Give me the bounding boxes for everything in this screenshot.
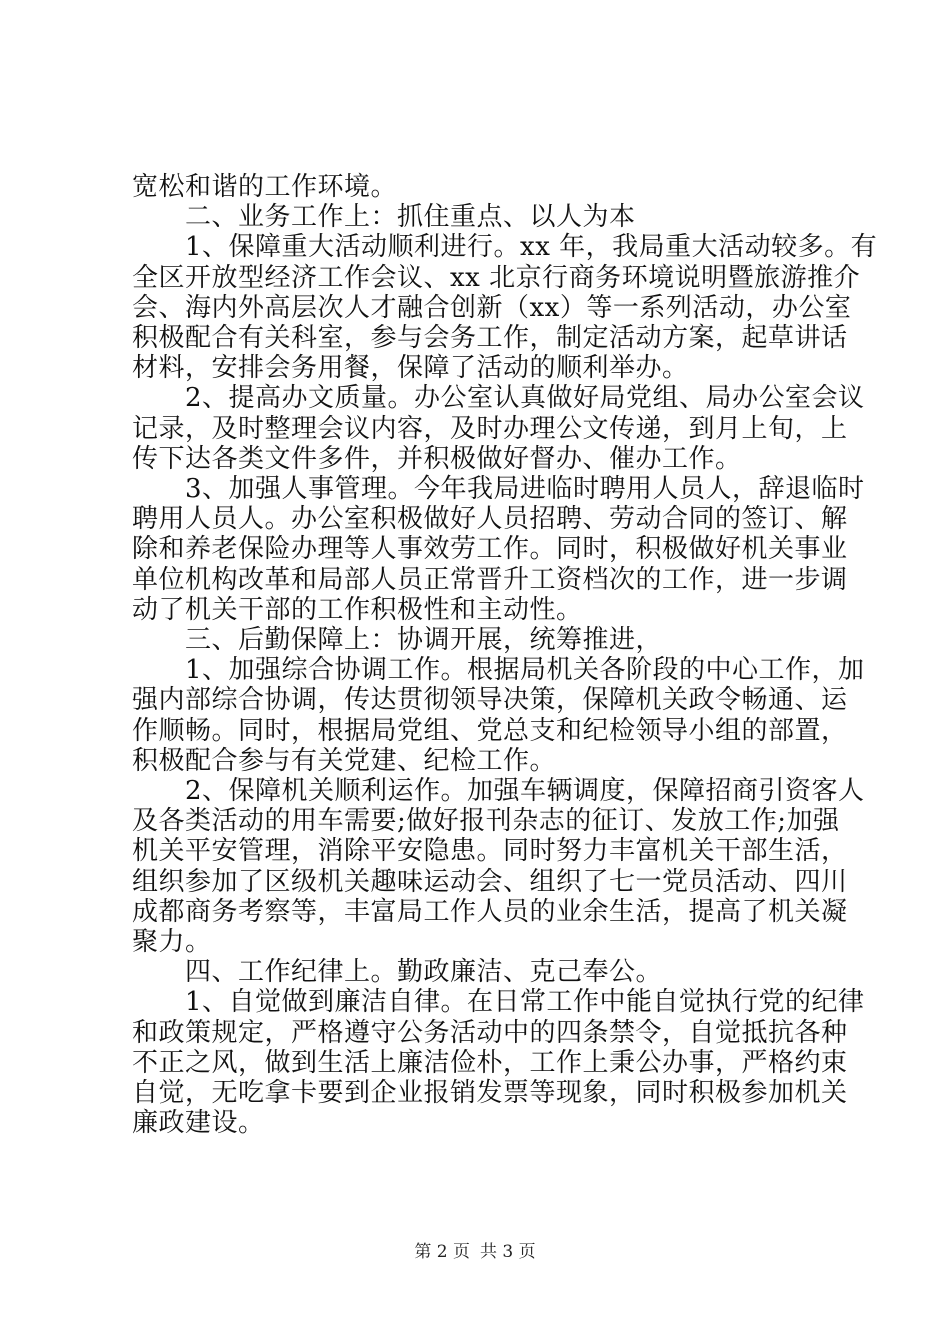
text-line: 材料，安排会务用餐，保障了活动的顺利举办。 xyxy=(132,353,689,383)
text-line: 1、保障重大活动顺利进行。xx 年，我局重大活动较多。有 xyxy=(132,232,878,262)
text-line: 2、提高办文质量。办公室认真做好局党组、局办公室会议 xyxy=(132,383,865,413)
section-heading: 四、工作纪律上。勤政廉洁、克己奉公。 xyxy=(132,957,663,987)
text-line: 传下达各类文件多件，并积极做好督办、催办工作。 xyxy=(132,444,742,474)
text-line: 2、保障机关顺利运作。加强车辆调度，保障招商引资客人 xyxy=(132,776,865,806)
page-footer xyxy=(0,1240,950,1264)
text-line: 不正之风，做到生活上廉洁俭朴，工作上秉公办事，严格约束 xyxy=(132,1048,848,1078)
section-heading: 二、业务工作上：抓住重点、以人为本 xyxy=(132,202,636,232)
text-line: 除和养老保险办理等人事效劳工作。同时，积极做好机关事业 xyxy=(132,534,848,564)
text-line: 聘用人员人。办公室积极做好人员招聘、劳动合同的签订、解 xyxy=(132,504,848,534)
text-line: 单位机构改革和局部人员正常晋升工资档次的工作，进一步调 xyxy=(132,565,848,595)
text-line: 廉政建设。 xyxy=(132,1108,265,1138)
text-line: 自觉，无吃拿卡要到企业报销发票等现象，同时积极参加机关 xyxy=(132,1078,848,1108)
text-line: 和政策规定，严格遵守公务活动中的四条禁令，自觉抵抗各种 xyxy=(132,1018,848,1048)
text-line: 聚力。 xyxy=(132,927,212,957)
text-line: 积极配合有关科室，参与会务工作，制定活动方案，起草讲话 xyxy=(132,323,848,353)
text-line: 会、海内外高层次人才融合创新（xx）等一系列活动，办公室 xyxy=(132,293,852,323)
text-line: 作顺畅。同时，根据局党组、党总支和纪检领导小组的部置， xyxy=(132,716,848,746)
text-line: 强内部综合协调，传达贯彻领导决策，保障机关政令畅通、运 xyxy=(132,685,848,715)
text-line: 3、加强人事管理。今年我局进临时聘用人员人，辞退临时 xyxy=(132,474,865,504)
text-line: 1、加强综合协调工作。根据局机关各阶段的中心工作，加 xyxy=(132,655,865,685)
text-line: 1、自觉做到廉洁自律。在日常工作中能自觉执行党的纪律 xyxy=(132,987,865,1017)
text-line: 动了机关干部的工作积极性和主动性。 xyxy=(132,595,583,625)
text-line: 积极配合参与有关党建、纪检工作。 xyxy=(132,746,557,776)
text-line: 全区开放型经济工作会议、xx 北京行商务环境说明暨旅游推介 xyxy=(132,263,861,293)
page-total: 共 3 页 xyxy=(480,1242,536,1262)
text-line: 宽松和谐的工作环境。 xyxy=(132,172,398,202)
page-number: 第 2 页 xyxy=(414,1242,470,1262)
text-line: 机关平安管理，消除平安隐患。同时努力丰富机关干部生活， xyxy=(132,836,848,866)
text-line: 组织参加了区级机关趣味运动会、组织了七一党员活动、四川 xyxy=(132,867,848,897)
section-heading: 三、后勤保障上：协调开展，统筹推进， xyxy=(132,625,663,655)
text-line: 记录，及时整理会议内容，及时办理公文传递，到月上旬，上 xyxy=(132,414,848,444)
text-line: 及各类活动的用车需要;做好报刊杂志的征订、发放工作;加强 xyxy=(132,806,840,836)
text-line: 成都商务考察等，丰富局工作人员的业余生活，提高了机关凝 xyxy=(132,897,848,927)
